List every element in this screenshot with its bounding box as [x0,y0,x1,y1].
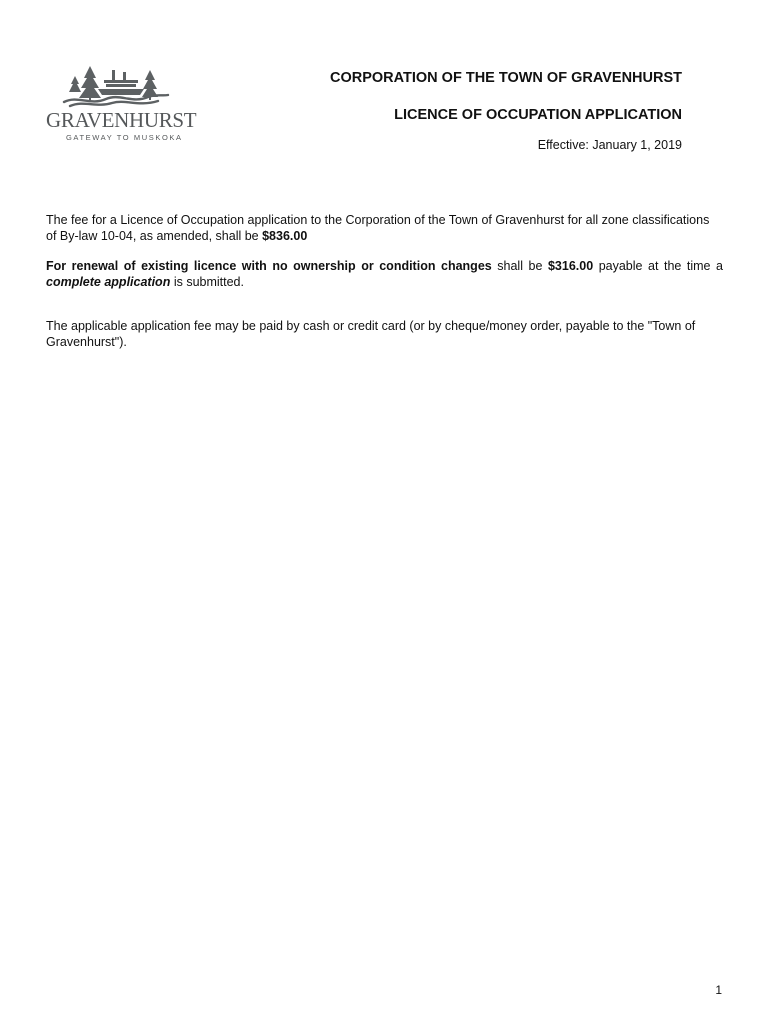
fee-text: The fee for a Licence of Occupation application to the Corporation of the Town of Gravenhurst for all zone classifications of By-law 10-04, as amended, shall be [46,213,710,243]
document-title: CORPORATION OF THE TOWN OF GRAVENHURST [329,70,682,86]
fee-amount: $836.00 [262,229,308,243]
renewal-fee-amount: $316.00 [547,259,594,273]
renewal-text-b: payable at the time a [593,259,724,273]
payment-paragraph: The applicable application fee may be paid by cash or credit card (or by cheque/money order, payable to the "Town of Gravenhurst"). [46,319,696,349]
fee-paragraph [46,212,723,244]
renewal-text-c: is submitted. [170,275,244,289]
town-logo [44,62,197,142]
renewal-lead: For renewal of existing licence with no ownership or condition changes [46,259,492,273]
logo-tagline: GATEWAY TO MUSKOKA [66,133,183,142]
renewal-paragraph [46,258,723,290]
effective-date: Effective: January 1, 2019 [537,138,682,152]
complete-application-emphasis: complete application [46,275,171,289]
logo-wordmark: GRAVENHURST [46,108,197,132]
steamship-and-pines-logo-icon [60,62,172,108]
document-subtitle: LICENCE OF OCCUPATION APPLICATION [394,107,682,123]
renewal-text-a: shall be [491,259,548,273]
page-number: 1 [715,983,722,997]
